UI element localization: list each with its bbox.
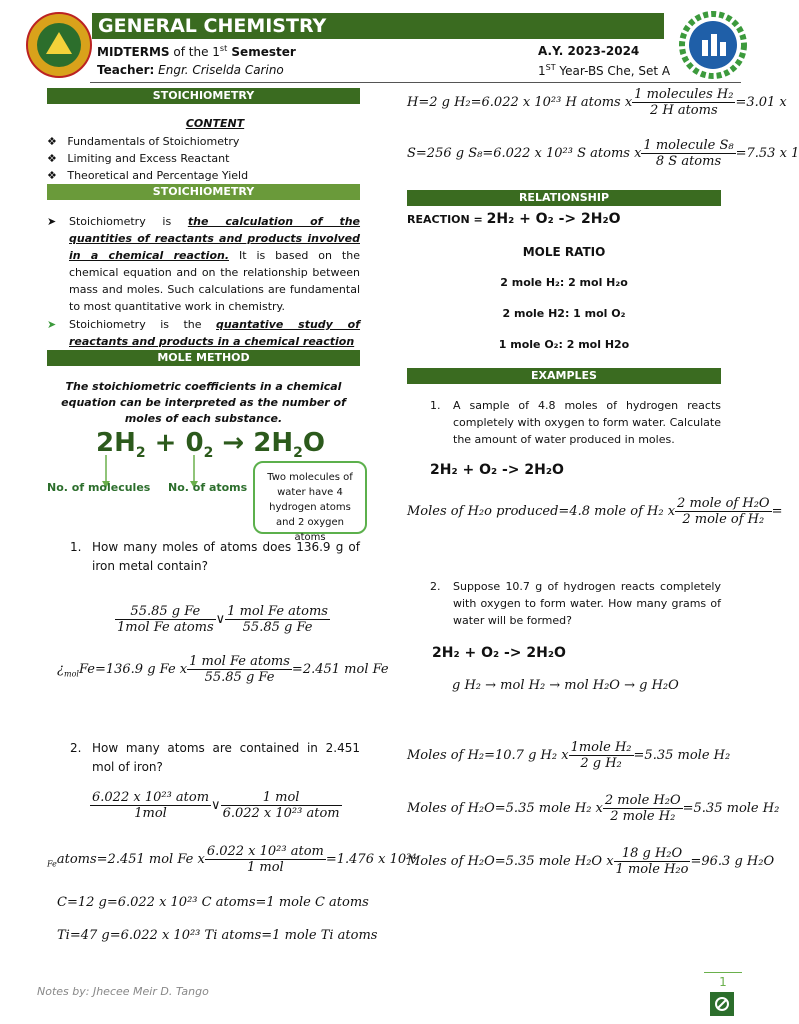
ratio-2: 2 mole H2: 1 mol O₂ [502, 307, 626, 320]
term-end: Semester [227, 45, 296, 59]
math-example-2-step-1: Moles of H₂=10.7 g H₂ x $\frac{\text{1mole H₂}}{\text{2 g H₂}}$ =5.35 mole H₂ [407, 740, 731, 771]
section-bar-relationship: RELATIONSHIP [407, 190, 721, 206]
callout-box: Two molecules of water have 4 hydrogen atoms and 2 oxygen atoms [253, 461, 367, 534]
university-logo [26, 12, 92, 78]
math-avogadro-ratio: $\frac{\text{6.022 x 10²³ atom}}{\text{1mol}}$ ∨ $\frac{\text{1 mol}}{\text{6.022 x 10²³ atom}}$ [92, 790, 340, 821]
department-logo [680, 12, 746, 78]
list-item: ❖ Theoretical and Percentage Yield [47, 169, 249, 182]
ratio-1: 2 mole H₂: 2 mol H₂o [500, 276, 628, 289]
teacher-line [97, 63, 284, 77]
conversion-path: g H₂ → mol H₂ → mol H₂O → g H₂O [452, 678, 679, 693]
header-rule [90, 82, 741, 83]
section-bar-stoichiometry: STOICHIOMETRY [47, 88, 360, 104]
notes-credit: Notes by: Jhecee Meir D. Tango [37, 985, 209, 998]
label-molecules: No. of molecules [47, 481, 151, 494]
stoich-paragraph-1: ➤ Stoichiometry is the calculation of the quantities of reactants and products involved in a chemical reaction. It is based on the chemical equation and on the relationship between mass and moles. Such calculations are fundamental to most quantitative work in chemistry. [47, 215, 361, 313]
math-example-1: Moles of H₂o produced=4.8 mole of H₂ x $\frac{\text{2 mole of H₂O}}{\text{2 mole of H₂}}$ = [407, 496, 783, 527]
arrow-bullet-icon: ➤ [47, 215, 57, 228]
math-example-2-step-2: Moles of H₂O=5.35 mole H₂ x $\frac{\text{2 mole H₂O}}{\text{2 mole H₂}}$ =5.35 mole H₂ [407, 793, 780, 824]
content-heading: CONTENT [185, 117, 245, 130]
math-example-2-step-3: Moles of H₂O=5.35 mole H₂O x $\frac{\text{18 g H₂O}}{\text{1 mole H₂o}}$ =96.3 g H₂O [407, 846, 775, 877]
ratio-3: 1 mole O₂: 2 mol H2o [498, 338, 630, 351]
content-list [47, 133, 248, 184]
math-fe-moles: ¿$_{mol}Fe=136.9$ g Fe x $\frac{\text{1 mol Fe atoms}}{\text{55.85 g Fe}}$ =2.451 mol Fe [57, 654, 389, 685]
footer-rule [704, 972, 742, 973]
list-item: ❖ Fundamentals of Stoichiometry [47, 135, 240, 148]
teacher-label: Teacher: [97, 63, 155, 77]
example-2-equation: 2H₂ + O₂ -> 2H₂O [432, 645, 566, 661]
mole-method-intro: The stoichiometric coefficients in a chemical equation can be interpreted as the number of moles of each substance. [61, 380, 346, 425]
section-bar-mole-method: MOLE METHOD [47, 350, 360, 366]
year-rest: Year-BS Che, Set A [555, 64, 671, 78]
section-bar-stoichiometry-2: STOICHIOMETRY [47, 184, 360, 200]
year-section [538, 63, 670, 78]
term-bold: MIDTERMS [97, 45, 170, 59]
math-titanium: Ti=47 g=6.022 x 10²³ Ti atoms=1 mole Ti atoms [57, 928, 378, 943]
academic-year: A.Y. 2023-2024 [538, 44, 640, 58]
arrow-bullet-icon: ➤ [47, 318, 57, 331]
question-2: 2. How many atoms are contained in 2.451 mol of iron? [70, 741, 360, 774]
math-fe-ratio: $\frac{\text{55.85 g Fe}}{\text{1mol Fe atoms}}$ ∨ $\frac{\text{1 mol Fe atoms}}{\text{55.85 g Fe}}$ [117, 604, 328, 635]
label-atoms: No. of atoms [168, 481, 248, 494]
term-sup: st [219, 44, 228, 53]
year-pre: 1 [538, 64, 546, 78]
math-fe-atoms: $_{Fe}$atoms=2.451 mol Fe x $\frac{\text{6.022 x 10²³ atom}}{\text{1 mol}}$ =1.476 x 10²⁴ [47, 844, 417, 875]
math-sulfur: S=256 g S₈=6.022 x 10²³ S atoms x $\frac{\text{1 molecule S₈}}{\text{8 S atoms}}$ =7.53 x 1 [407, 138, 799, 169]
example-1: 1. A sample of 4.8 moles of hydrogen reacts completely with oxygen to form water. Calculate the amount of water produced in moles. [430, 399, 721, 446]
term-line [97, 44, 296, 59]
footer-badge-icon [710, 992, 734, 1016]
mole-ratio-heading: MOLE RATIO [522, 245, 606, 259]
big-equation: $2H_2 + 0_2 \to 2H_2O$ [96, 428, 325, 462]
page-number: 1 [719, 975, 727, 989]
math-hydrogen: H=2 g H₂=6.022 x 10²³ H atoms x $\frac{\text{1 molecules H₂}}{\text{2 H atoms}}$ =3.01 x [407, 87, 787, 118]
year-sup: ST [545, 63, 556, 72]
page-title: GENERAL CHEMISTRY [98, 15, 327, 37]
teacher-name: Engr. Criselda Carino [154, 63, 284, 77]
section-bar-examples: EXAMPLES [407, 368, 721, 384]
list-item: ❖ Limiting and Excess Reactant [47, 152, 230, 165]
stoich-paragraph-2: ➤ Stoichiometry is the quantative study of reactants and products in a chemical reaction [47, 318, 361, 348]
question-1: 1. How many moles of atoms does 136.9 g of iron metal contain? [70, 540, 360, 573]
example-2: 2. Suppose 10.7 g of hydrogen reacts completely with oxygen to form water. How many grams of water will be formed? [430, 580, 721, 627]
example-1-equation: 2H₂ + O₂ -> 2H₂O [430, 462, 564, 478]
term-rest: of the 1 [169, 45, 220, 59]
reaction-line: REACTION = 2H₂ + O₂ -> 2H₂O [407, 211, 621, 227]
math-carbon: C=12 g=6.022 x 10²³ C atoms=1 mole C atoms [57, 895, 369, 910]
